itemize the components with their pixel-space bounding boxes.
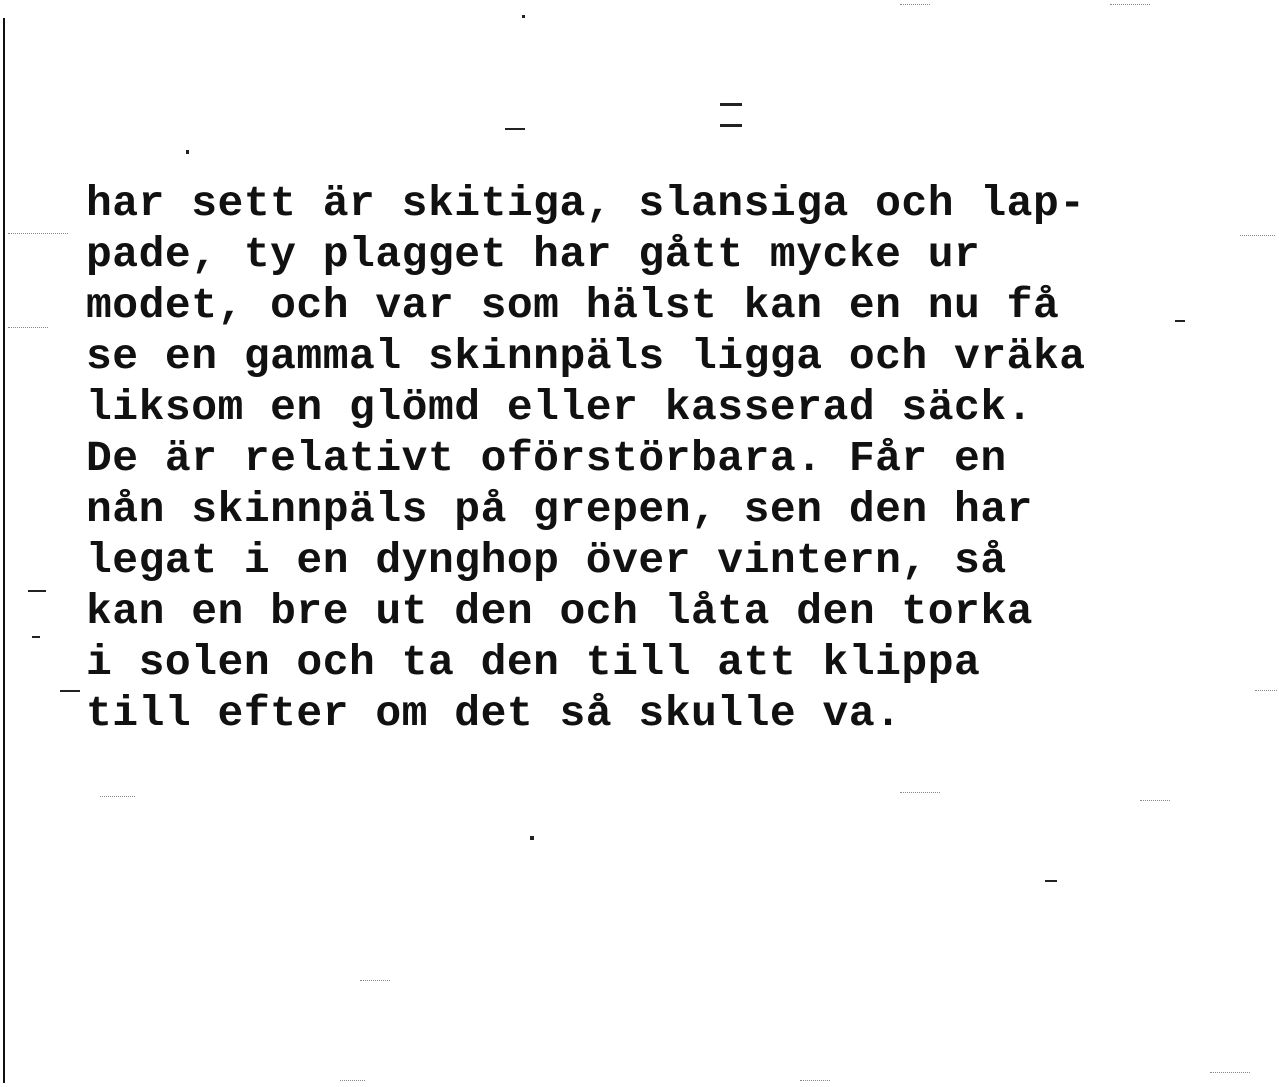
scan-speck bbox=[1175, 320, 1185, 322]
scan-speck bbox=[1045, 880, 1057, 882]
top-mark bbox=[720, 103, 742, 106]
text-line: De är relativt oförstörbara. Får en bbox=[86, 434, 1007, 483]
text-line: liksom en glömd eller kasserad säck. bbox=[86, 383, 1033, 432]
scan-speck bbox=[186, 150, 189, 154]
scan-noise bbox=[360, 980, 390, 981]
scan-noise bbox=[340, 1080, 365, 1081]
text-line: legat i en dynghop över vintern, så bbox=[86, 536, 1007, 585]
scan-speck bbox=[28, 590, 46, 592]
text-line: kan en bre ut den och låta den torka bbox=[86, 587, 1033, 636]
scan-noise bbox=[1210, 1072, 1250, 1073]
scan-speck bbox=[32, 636, 40, 638]
scan-speck bbox=[522, 15, 525, 18]
text-line: se en gammal skinnpäls ligga och vräka bbox=[86, 332, 1086, 381]
scan-noise bbox=[900, 4, 930, 5]
scan-speck bbox=[60, 690, 80, 692]
scan-noise bbox=[100, 796, 135, 797]
page-left-edge bbox=[3, 18, 5, 1083]
typewritten-text bbox=[86, 178, 1086, 739]
scan-noise bbox=[1140, 800, 1170, 801]
scan-noise bbox=[800, 1080, 830, 1081]
scan-noise bbox=[1255, 690, 1277, 691]
scan-noise bbox=[8, 327, 48, 328]
scan-speck bbox=[530, 836, 534, 840]
top-mark bbox=[720, 124, 742, 127]
text-line: modet, och var som hälst kan en nu få bbox=[86, 281, 1060, 330]
text-line: till efter om det så skulle va. bbox=[86, 689, 902, 738]
scan-noise bbox=[1110, 4, 1150, 5]
text-line: nån skinnpäls på grepen, sen den har bbox=[86, 485, 1033, 534]
scan-noise bbox=[8, 233, 68, 234]
scan-speck bbox=[505, 128, 525, 130]
text-line: har sett är skitiga, slansiga och lap- bbox=[86, 179, 1086, 228]
scan-noise bbox=[900, 792, 940, 793]
text-line: pade, ty plagget har gått mycke ur bbox=[86, 230, 981, 279]
text-line: i solen och ta den till att klippa bbox=[86, 638, 981, 687]
scan-noise bbox=[1240, 235, 1275, 236]
